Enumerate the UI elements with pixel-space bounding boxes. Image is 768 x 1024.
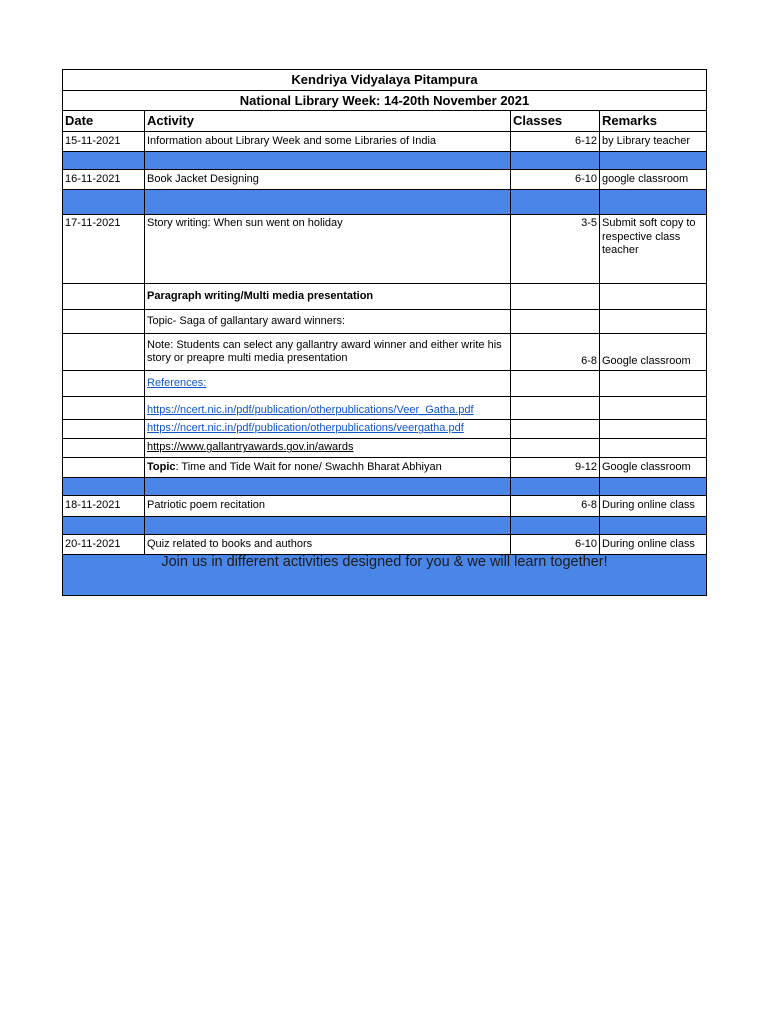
topic-text: : Time and Tide Wait for none/ Swachh Bharat Abhiyan <box>175 460 442 473</box>
table-row <box>63 371 707 397</box>
activity-cell: Quiz related to books and authors <box>145 535 511 555</box>
paragraph-note: Note: Students can select any gallantry award winner and either write his story or preapre multi media presentation <box>145 334 511 371</box>
remarks-cell: Submit soft copy to respective class teacher <box>600 215 707 284</box>
remarks-cell: by Library teacher <box>600 132 707 152</box>
classes-cell: 6-8 <box>511 334 600 371</box>
closing-banner: Join us in different activities designed for you & we will learn together! <box>63 555 707 576</box>
school-name: Kendriya Vidyalaya Pitampura <box>63 70 707 91</box>
table-row <box>63 439 707 458</box>
table-row <box>63 310 707 334</box>
classes-cell: 6-12 <box>511 132 600 152</box>
activity-cell: Story writing: When sun went on holiday <box>145 215 511 284</box>
remarks-cell: Google classroom <box>600 458 707 478</box>
paragraph-topic: Topic- Saga of gallantary award winners: <box>145 310 511 334</box>
activity-cell: Book Jacket Designing <box>145 170 511 190</box>
event-title: National Library Week: 14-20th November 2021 <box>63 91 707 111</box>
table-row <box>63 397 707 420</box>
remarks-cell: Google classroom <box>600 334 707 371</box>
separator-row <box>63 478 707 496</box>
classes-cell: 6-10 <box>511 170 600 190</box>
remarks-cell: During online class <box>600 496 707 517</box>
remarks-cell: During online class <box>600 535 707 555</box>
table-row <box>63 215 707 284</box>
date-cell: 17-11-2021 <box>63 215 145 284</box>
column-header-remarks: Remarks <box>600 111 707 132</box>
table-row <box>63 284 707 310</box>
references-link[interactable]: References: <box>147 376 207 389</box>
classes-cell: 3-5 <box>511 215 600 284</box>
table-row <box>63 458 707 478</box>
separator-row <box>63 517 707 535</box>
separator-row <box>63 152 707 170</box>
banner-row <box>63 555 707 576</box>
topic-label: Topic <box>147 460 176 473</box>
banner-tail-row <box>63 576 707 596</box>
classes-cell: 9-12 <box>511 458 600 478</box>
activity-cell: Patriotic poem recitation <box>145 496 511 517</box>
title-row-school <box>63 70 707 91</box>
veer-gatha-link[interactable]: https://ncert.nic.in/pdf/publication/otherpublications/Veer_Gatha.pdf <box>147 403 474 416</box>
table-row <box>63 496 707 517</box>
table-row <box>63 420 707 439</box>
header-row <box>63 111 707 132</box>
column-header-activity: Activity <box>145 111 511 132</box>
table-row <box>63 334 707 371</box>
activity-cell: Information about Library Week and some Libraries of India <box>145 132 511 152</box>
title-row-event <box>63 91 707 111</box>
separator-row <box>63 190 707 215</box>
classes-cell: 6-8 <box>511 496 600 517</box>
date-cell: 16-11-2021 <box>63 170 145 190</box>
table-row <box>63 170 707 190</box>
remarks-cell: google classroom <box>600 170 707 190</box>
date-cell: 18-11-2021 <box>63 496 145 517</box>
gallantry-awards-link[interactable]: https://www.gallantryawards.gov.in/awards <box>147 441 354 454</box>
veergatha-link[interactable]: https://ncert.nic.in/pdf/publication/otherpublications/veergatha.pdf <box>147 422 464 435</box>
table-row <box>63 132 707 152</box>
library-week-schedule-table <box>62 69 707 596</box>
paragraph-heading: Paragraph writing/Multi media presentation <box>145 284 511 310</box>
column-header-classes: Classes <box>511 111 600 132</box>
date-cell: 15-11-2021 <box>63 132 145 152</box>
classes-cell: 6-10 <box>511 535 600 555</box>
table-row <box>63 535 707 555</box>
date-cell: 20-11-2021 <box>63 535 145 555</box>
column-header-date: Date <box>63 111 145 132</box>
topic-cell <box>145 458 511 478</box>
